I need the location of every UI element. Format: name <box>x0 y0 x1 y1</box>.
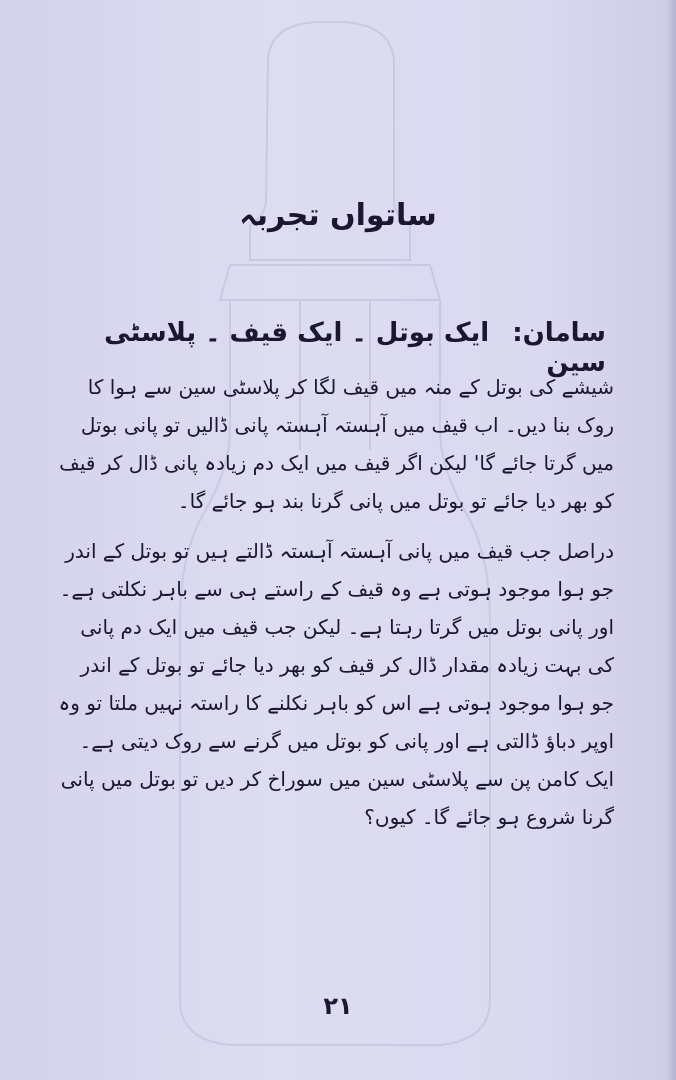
page-title: ساتواں تجربہ <box>239 198 437 233</box>
page-number: ۲۱ <box>323 992 353 1020</box>
materials-items: ایک بوتل ۔ ایک قیف ۔ پلاسٹی سین <box>104 318 606 378</box>
page-edge-shadow <box>666 0 676 1080</box>
paragraph-3: ایک کامن پن سے پلاسٹی سین میں سوراخ کر دیں تو بوتل میں پانی گرنا شروع ہو جائے گا۔ کیوں؟ <box>60 767 614 829</box>
body-text <box>54 368 614 836</box>
materials-label: سامان: <box>512 318 606 348</box>
paragraph-2: دراصل جب قیف میں پانی آہستہ آہستہ ڈالتے ہیں تو بوتل کے اندر جو ہوا موجود ہوتی ہے وہ قیف کے راستے ہی سے باہر نکلتی ہے۔ اور پانی بوتل میں گرتا رہتا ہے۔ لیکن جب قیف میں ایک دم پانی کی بہت زیادہ مقدار ڈال کر قیف کو بھر دیا جائے تو بوتل کے اندر جو ہوا موجود ہوتی ہے اس کو باہر نکلنے کا راستہ نہیں ملتا تو وہ اوپر دباؤ ڈالتی ہے اور پانی کو بوتل میں گرنے سے روک دیتی ہے۔ <box>58 539 614 753</box>
paragraph-1: شیشے کی بوتل کے منہ میں قیف لگا کر پلاسٹی سین سے ہوا کا روک بنا دیں۔ اب قیف میں آہستہ آہستہ پانی ڈالیں تو پانی بوتل میں گرتا جائے گا' لیکن اگر قیف میں ایک دم زیادہ پانی ڈال کر قیف کو بھر دیا جائے تو بوتل میں پانی گرنا بند ہو جائے گا۔ <box>59 375 614 513</box>
